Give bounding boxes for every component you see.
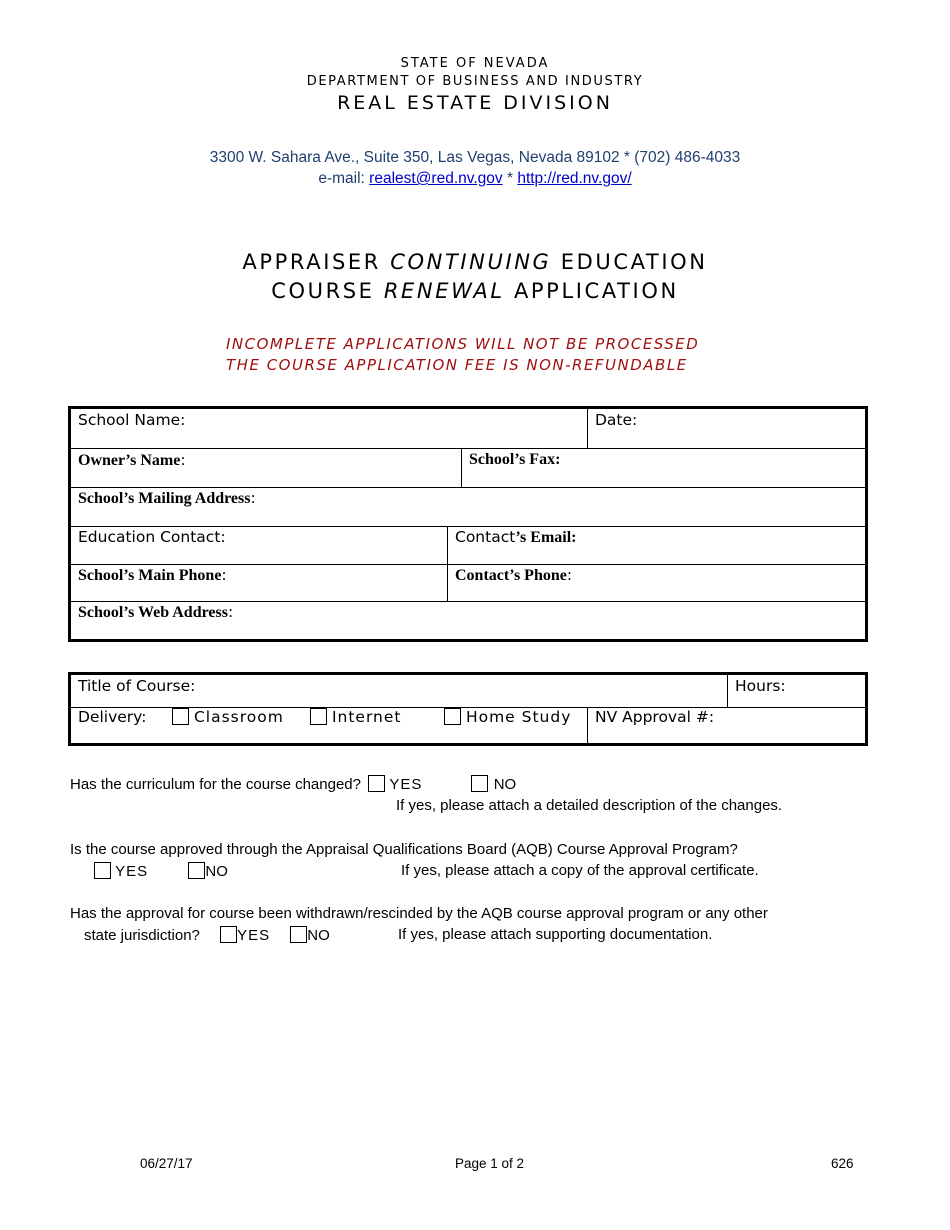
question-curriculum-note: If yes, please attach a detailed description of the changes. <box>396 797 783 814</box>
mailing-address-field[interactable]: School’s Mailing Address: <box>78 489 256 507</box>
owner-name-field[interactable]: Owner’s Name: <box>78 451 186 469</box>
classroom-checkbox[interactable] <box>172 708 189 725</box>
question-aqb-options <box>94 862 228 880</box>
form-title-line1: APPRAISER CONTINUING EDUCATION <box>242 250 708 274</box>
warning-fee: THE COURSE APPLICATION FEE IS NON-REFUNDABLE <box>226 356 688 374</box>
school-info-box <box>68 406 868 642</box>
email-label: e-mail: <box>318 170 365 187</box>
question-withdrawn: Has the approval for course been withdrawn/rescinded by the AQB course approval program or any other <box>70 905 768 922</box>
q3-yes-label: YES <box>237 927 271 944</box>
q3-no-label: NO <box>307 927 330 944</box>
contact-phone-field[interactable]: Contact’s Phone: <box>455 566 573 584</box>
q1-yes-checkbox[interactable] <box>368 775 385 792</box>
agency-contact-line <box>0 170 950 188</box>
nv-approval-field[interactable]: NV Approval #: <box>595 708 715 726</box>
q1-no-checkbox[interactable] <box>471 775 488 792</box>
course-title-field[interactable]: Title of Course: <box>78 677 196 695</box>
education-contact-field[interactable]: Education Contact: <box>78 528 226 546</box>
main-phone-field[interactable]: School’s Main Phone: <box>78 566 227 584</box>
date-field[interactable]: Date: <box>595 411 638 429</box>
delivery-option-internet[interactable]: Internet <box>310 708 401 726</box>
website-link[interactable]: http://red.nv.gov/ <box>517 170 632 187</box>
question-aqb-note: If yes, please attach a copy of the approval certificate. <box>401 862 759 879</box>
footer-page-number: Page 1 of 2 <box>455 1156 525 1171</box>
form-title-line2: COURSE RENEWAL APPLICATION <box>271 279 679 303</box>
footer-date: 06/27/17 <box>140 1156 193 1171</box>
question-withdrawn-line2: state jurisdiction? YES NO <box>84 927 330 944</box>
agency-state: STATE OF NEVADA <box>400 56 550 71</box>
home-study-checkbox[interactable] <box>444 708 461 725</box>
q2-yes-label: YES <box>115 863 149 880</box>
q2-no-checkbox[interactable] <box>188 862 205 879</box>
delivery-option-classroom[interactable]: Classroom <box>172 708 284 726</box>
q2-no-label: NO <box>205 863 228 880</box>
school-name-field[interactable]: School Name: <box>78 411 186 429</box>
q3-yes-checkbox[interactable] <box>220 926 237 943</box>
agency-division: REAL ESTATE DIVISION <box>337 92 613 114</box>
q2-yes-checkbox[interactable] <box>94 862 111 879</box>
course-info-box <box>68 672 868 746</box>
warning-incomplete: INCOMPLETE APPLICATIONS WILL NOT BE PROCESSED <box>226 335 700 353</box>
delivery-option-home-study[interactable]: Home Study <box>444 708 571 726</box>
contact-email-field[interactable]: Contact’s Email: <box>455 528 577 546</box>
question-withdrawn-note: If yes, please attach supporting documentation. <box>398 926 713 943</box>
email-link[interactable]: realest@red.nv.gov <box>369 170 503 187</box>
contact-separator: * <box>506 170 514 187</box>
q1-no-label: NO <box>493 776 517 793</box>
question-aqb: Is the course approved through the Appraisal Qualifications Board (AQB) Course Approval Program? <box>70 841 738 858</box>
question-curriculum: Has the curriculum for the course changed? YES NO <box>70 776 517 793</box>
internet-checkbox[interactable] <box>310 708 327 725</box>
footer-form-number: 626 <box>831 1156 854 1171</box>
school-fax-field[interactable]: School’s Fax: <box>469 451 561 468</box>
q1-yes-label: YES <box>389 776 423 793</box>
delivery-label: Delivery: <box>78 708 147 726</box>
agency-address: 3300 W. Sahara Ave., Suite 350, Las Vegas, Nevada 89102 * (702) 486-4033 <box>209 149 741 166</box>
web-address-field[interactable]: School’s Web Address: <box>78 603 234 621</box>
hours-field[interactable]: Hours: <box>735 677 786 695</box>
agency-department: DEPARTMENT OF BUSINESS AND INDUSTRY <box>306 74 644 89</box>
q3-no-checkbox[interactable] <box>290 926 307 943</box>
